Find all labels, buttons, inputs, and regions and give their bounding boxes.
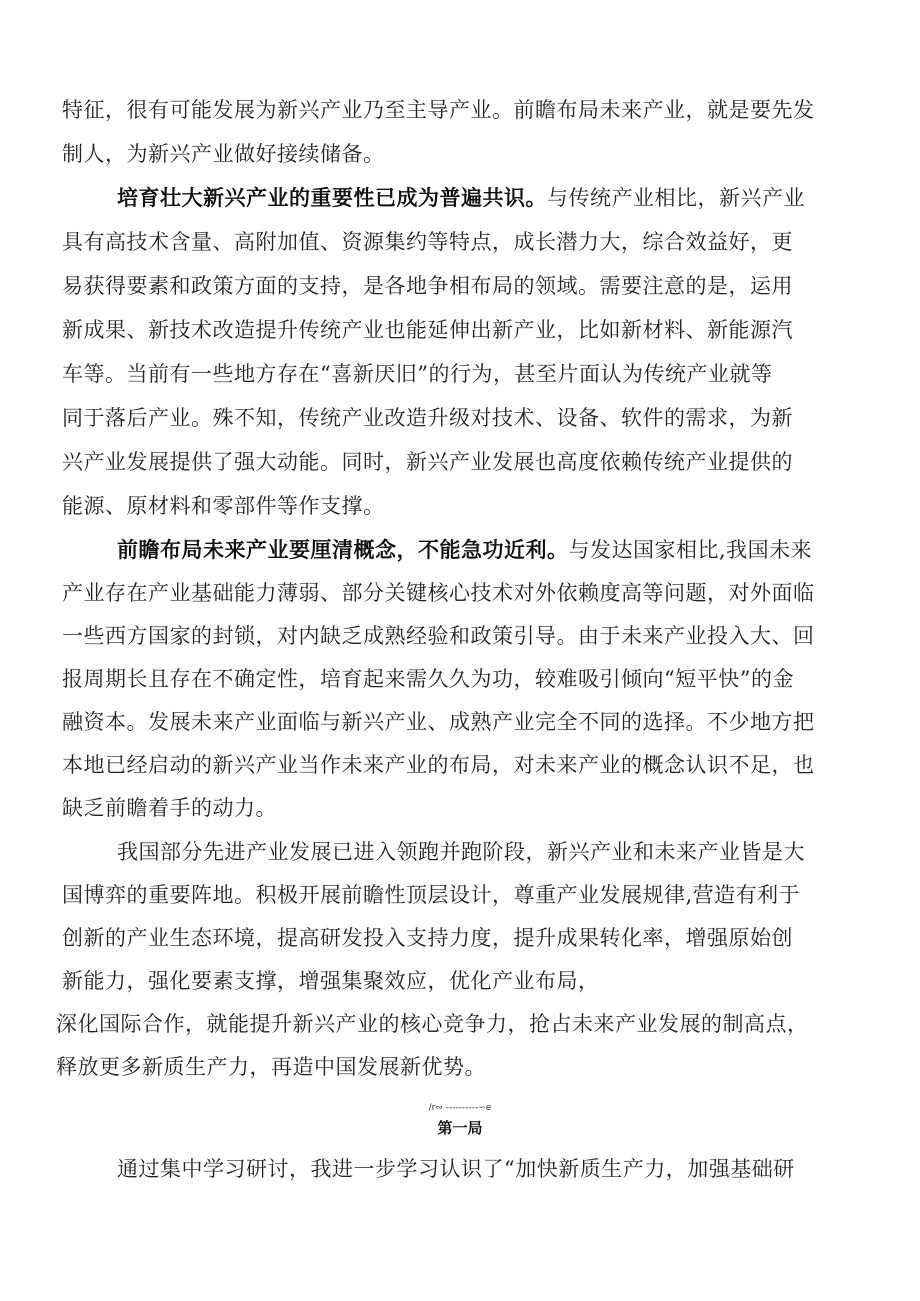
text-line: 通过集中学习研讨，我进一步学习认识了“加快新质生产力，加强基础研 (117, 1157, 795, 1181)
separator-mark: ∕r∾ ----------∽e (428, 1103, 492, 1113)
text-line: 同于落后产业。殊不知，传统产业改造升级对技术、设备、软件的需求，为新 (62, 406, 793, 430)
text-line: 我国部分先进产业发展已进入领跑并跑阶段，新兴产业和未来产业皆是大 (117, 840, 805, 864)
text-line: 特征，很有可能发展为新兴产业乃至主导产业。前瞻布局未来产业，就是要先发 (62, 98, 815, 122)
text-line: 兴产业发展提供了强大动能。同时，新兴产业发展也高度依赖传统产业提供的 (62, 450, 793, 474)
text-line: 产业存在产业基础能力薄弱、部分关键核心技术对外依赖度高等问题，对外面临 (62, 581, 815, 605)
text-line: 车等。当前有一些地方存在“喜新厌旧”的行为，甚至片面认为传统产业就等 (62, 362, 773, 386)
text-run: 与发达国家相比,我国未来 (568, 538, 813, 562)
text-line: 融资本。发展未来产业面临与新兴产业、成熟产业完全不同的选择。不少地方把 (62, 710, 815, 734)
text-line: 本地已经启动的新兴产业当作未来产业的布局，对未来产业的概念认识不足，也 (62, 753, 815, 777)
text-line: 能源、原材料和零部件等作支撑。 (62, 494, 385, 518)
text-line: 深化国际合作，就能提升新兴产业的核心竞争力，抢占未来产业发展的制高点， (56, 1012, 809, 1036)
text-run: 与传统产业相比，新兴产业 (547, 186, 805, 210)
text-line: 国博弈的重要阵地。积极开展前瞻性顶层设计，尊重产业发展规律,营造有利于 (62, 883, 801, 907)
text-line: 一些西方国家的封锁，对内缺乏成熟经验和政策引导。由于未来产业投入大、回 (62, 624, 815, 648)
text-line: 创新的产业生态环境，提高研发投入支持力度，提升成果转化率，增强原始创 (62, 926, 793, 950)
text-line (117, 534, 812, 566)
text-line: 制人，为新兴产业做好接续储备。 (62, 142, 385, 166)
text-line: 新能力，强化要素支撑，增强集聚效应，优化产业布局， (62, 969, 600, 993)
text-line: 报周期长且存在不确定性，培育起来需久久为功，较难吸引倾向“短平快”的金 (62, 667, 794, 691)
text-line: 新成果、新技术改造提升传统产业也能延伸出新产业，比如新材料、新能源汽 (62, 318, 793, 342)
text-line: 缺乏前瞻着手的动力。 (62, 796, 277, 820)
text-line: 具有高技术含量、高附加值、资源集约等特点，成长潜力大，综合效益好，更 (62, 230, 793, 254)
text-line: 释放更多新质生产力，再造中国发展新优势。 (56, 1055, 486, 1079)
paragraph-heading: 培育壮大新兴产业的重要性已成为普遍共识。 (117, 186, 547, 210)
section-title: 第一局 (437, 1119, 483, 1137)
paragraph-heading: 前瞻布局未来产业要厘清概念，不能急功近利。 (117, 538, 569, 562)
text-line: 易获得要素和政策方面的支持，是各地争相布局的领域。需要注意的是，运用 (62, 274, 793, 298)
text-line (117, 182, 805, 214)
